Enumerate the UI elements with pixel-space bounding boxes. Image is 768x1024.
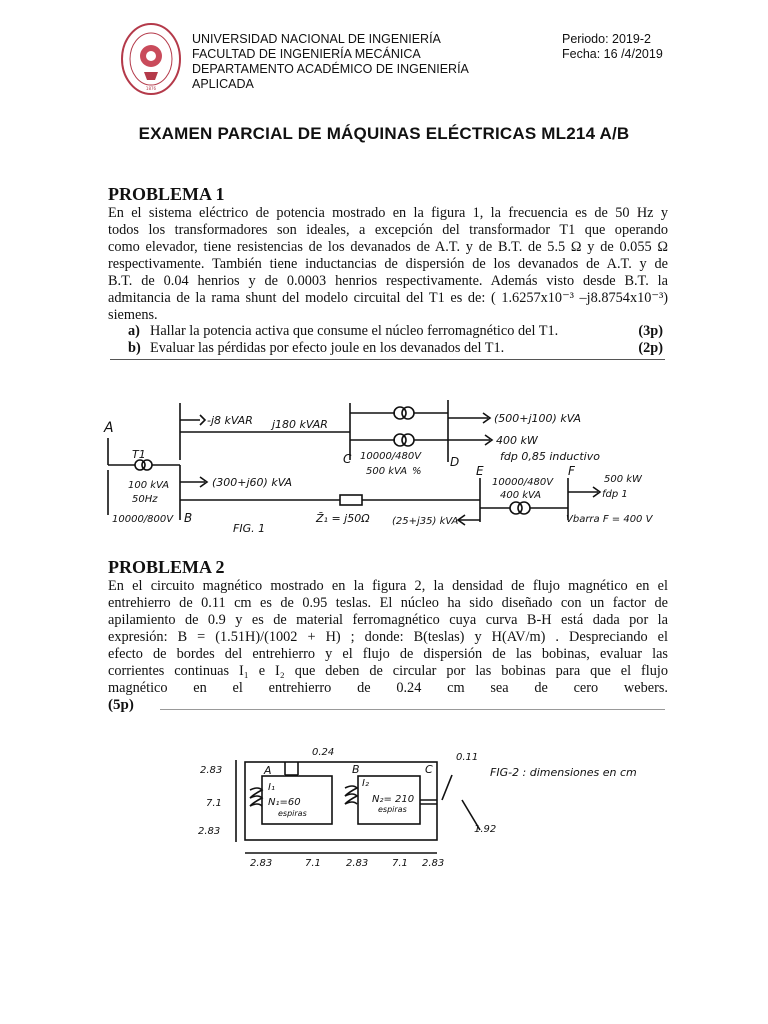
question-letter: b): [128, 340, 141, 356]
institution-block: [192, 32, 522, 92]
question-letter: a): [128, 323, 140, 339]
load-f-fdp-label: fdp 1: [602, 489, 628, 500]
period-text: Periodo: 2019-2: [562, 32, 651, 46]
s25-label: (25+j35) kVA: [392, 516, 459, 527]
leg-a-label: A: [264, 764, 272, 777]
question-a: [128, 323, 663, 340]
separator-line: [160, 709, 665, 710]
figure1-circuit: [0, 380, 768, 545]
bottom-dim: 2.83: [250, 858, 273, 869]
problem1-heading: PROBLEMA 1: [108, 184, 225, 204]
separator-line: [110, 359, 665, 360]
node-d-label: D: [450, 455, 460, 469]
statement-line: apilamiento de 0.9 y es de material ferromagnético cuya curva B-H está dada por la: [108, 612, 668, 628]
vbarra-label: Vbarra F = 400 V: [566, 514, 653, 525]
load-500-label: (500+j100) kVA: [494, 412, 582, 425]
institution-line: FACULTAD DE INGENIERÍA MECÁNICA: [192, 47, 421, 61]
statement-line: como elevador, tiene resistencias de los devanados de A.T. y de B.T. de 5.5 Ω y de 0.055 Ω: [108, 239, 668, 255]
svg-text:1876: 1876: [145, 86, 157, 91]
node-f-label: F: [568, 464, 575, 478]
statement-line: todos los transformadores son ideales, a excepción del transformador T1 que operando: [108, 222, 668, 238]
node-e-label: E: [476, 464, 484, 478]
institution-line: UNIVERSIDAD NACIONAL DE INGENIERÍA: [192, 32, 441, 46]
tr-e-ratio-label: 10000/480V: [492, 477, 554, 488]
t1-kva-label: 100 kVA: [128, 480, 170, 491]
reactive-load-label: -j8 kVAR: [207, 414, 253, 427]
n2-espiras-label: espiras: [378, 805, 407, 814]
statement-line: expresión: B = (1.51H)/(1002 + H) ; donde: B(teslas) y H(AV/m) . Despreciando el: [108, 629, 668, 645]
problem2-heading: PROBLEMA 2: [108, 557, 225, 577]
dim-71-left: 7.1: [206, 798, 222, 809]
exam-meta: [562, 32, 663, 62]
exam-title: EXAMEN PARCIAL DE MÁQUINAS ELÉCTRICAS ML214 A/B: [138, 124, 630, 143]
n2-label: N₂= 210: [372, 794, 415, 805]
n1-label: N₁=60: [268, 797, 301, 808]
t1-ratio-label: 10000/800V: [112, 514, 174, 525]
kw-400-label: 400 kW: [496, 434, 538, 447]
dim-283-top: 2.83: [200, 765, 223, 776]
statement-line: siemens.: [108, 307, 158, 323]
statement-line: respectivamente. También tiene inductancias de dispersión de los devanados de A.T. y de: [108, 256, 668, 272]
tr-c-pct-label: %: [412, 466, 422, 477]
leg-c-label: C: [425, 763, 433, 776]
gap-right-label: 0.11: [456, 752, 479, 763]
t1-hz-label: 50Hz: [132, 494, 158, 505]
statement-line: efecto de bordes del entrehierro y el flujo de dispersión de las bobinas, evaluar las: [108, 646, 668, 662]
t1-label: T1: [132, 448, 146, 461]
node-c-label: C: [343, 452, 352, 466]
question-b: [128, 340, 663, 357]
bottom-dim: 2.83: [346, 858, 369, 869]
institution-line: APLICADA: [192, 77, 254, 91]
dim-283-bottom: 2.83: [198, 826, 221, 837]
institution-line: DEPARTAMENTO ACADÉMICO DE INGENIERÍA: [192, 62, 469, 76]
leg-b-label: B: [352, 763, 360, 776]
fig2-caption: FIG-2 : dimensiones en cm: [490, 766, 637, 779]
bottom-dim: 2.83: [422, 858, 445, 869]
problem1-statement: [108, 205, 668, 324]
j180-label: j180 kVAR: [272, 418, 328, 431]
fdp-085-label: fdp 0,85 inductivo: [500, 450, 600, 463]
question-text: Hallar la potencia activa que consume el núcleo ferromagnético del T1.: [150, 323, 559, 339]
statement-line: admitancia de la rama shunt del modelo circuital del T1 es de: ( 1.6257x10⁻³ –j8.8754x10⁻³): [108, 290, 668, 306]
dim-192: 1.92: [474, 824, 497, 835]
tr-e-kva-label: 400 kVA: [500, 490, 542, 501]
statement-line: B.T. de 0.04 henrios y de 0.0003 henrios respectivamente. Además visto desde B.T. la: [108, 273, 668, 289]
tr-c-ratio-label: 10000/480V: [360, 451, 422, 462]
node-a-label: A: [104, 420, 114, 436]
problem2-points: (5p): [108, 697, 134, 713]
i1-label: I₁: [268, 782, 275, 793]
s300-label: (300+j60) kVA: [212, 476, 293, 489]
statement-line: corrientes continuas I₁ e I₂ que deben de circular por las bobinas para que el flujo: [108, 663, 668, 679]
figure2-magnetic-circuit: [0, 735, 768, 875]
n1-espiras-label: espiras: [278, 809, 307, 818]
statement-line: magnético en el entrehierro de 0.24 cm sea de cero webers.: [108, 680, 668, 696]
question-text: Evaluar las pérdidas por efecto joule en los devanados del T1.: [150, 340, 505, 356]
statement-line: En el sistema eléctrico de potencia mostrado en la figura 1, la frecuencia es de 50 Hz y: [108, 205, 668, 221]
problem2-statement: [108, 578, 668, 697]
university-seal-logo: [120, 22, 182, 96]
bottom-dim: 7.1: [305, 858, 321, 869]
question-points: (3p): [638, 323, 663, 339]
gap-top-label: 0.24: [312, 747, 335, 758]
tr-c-kva-label: 500 kVA: [366, 466, 408, 477]
z1-label: Z̄₁ = j50Ω: [316, 512, 370, 525]
load-f-kw-label: 500 kW: [604, 474, 642, 485]
statement-line: entrehierro de 0.11 cm es de 0.95 teslas. El núcleo ha sido diseñado con un factor de: [108, 595, 668, 611]
statement-line: En el circuito magnético mostrado en la figura 2, la densidad de flujo magnético en el: [108, 578, 668, 594]
fig1-caption: FIG. 1: [233, 522, 266, 535]
bottom-dim: 7.1: [392, 858, 408, 869]
i2-label: I₂: [362, 778, 369, 789]
question-points: (2p): [638, 340, 663, 356]
date-text: Fecha: 16 /4/2019: [562, 47, 663, 61]
node-b-label: B: [184, 511, 193, 525]
